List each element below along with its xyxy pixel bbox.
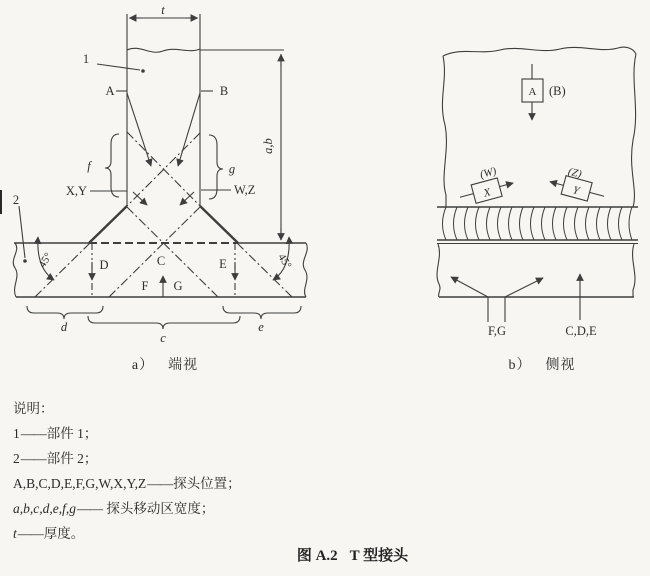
legend-symbol: a,b,c,d,e,f,g	[13, 501, 76, 516]
label-part2: 2	[12, 193, 20, 207]
part1-leader	[97, 64, 145, 73]
probes-wz-line	[180, 190, 231, 205]
label-probe-a-box: A	[528, 86, 537, 98]
part2-leader	[19, 206, 27, 263]
side-view-caption-prefix: b）	[508, 358, 532, 373]
legend-symbol: 2	[13, 451, 20, 466]
probe-b-beam	[178, 91, 213, 166]
label-t: t	[161, 3, 165, 17]
legend-text: 部件 1；	[46, 426, 98, 441]
legend-text: 厚度。	[43, 526, 85, 541]
legend-symbol: t	[13, 526, 17, 541]
label-dim-e: e	[258, 320, 264, 334]
figure-caption	[0, 544, 650, 565]
label-probe-z-paren: (Z)	[566, 165, 583, 181]
side-view-caption-text: 侧视	[545, 358, 576, 373]
probe-a-beam	[116, 91, 151, 166]
legend-text: 部件 2；	[46, 451, 98, 466]
label-probe-g: G	[173, 279, 183, 293]
end-view-caption-prefix: a）	[131, 358, 155, 373]
horizontal-plate	[13, 243, 307, 297]
legend-symbol: A,B,C,D,E,F,G,W,X,Y,Z	[13, 476, 147, 491]
legend	[13, 396, 241, 546]
end-view-caption	[105, 354, 225, 372]
legend-dash: ——	[17, 526, 43, 541]
end-view-diagram	[13, 14, 307, 329]
brace-c	[88, 316, 240, 329]
brace-f	[105, 134, 119, 197]
legend-item	[13, 446, 241, 471]
legend-dash: ——	[77, 501, 102, 516]
beam-centrelines	[35, 132, 292, 297]
fillet-welds	[89, 206, 238, 243]
label-dim-d: d	[60, 320, 68, 334]
brace-g	[209, 135, 223, 199]
brace-d	[27, 306, 103, 319]
legend-item	[13, 421, 241, 446]
vertical-plate	[127, 14, 200, 206]
label-probe-f: F	[141, 279, 149, 293]
legend-text: 探头位置；	[173, 476, 241, 491]
label-probes-xy: X,Y	[65, 184, 87, 198]
upper-plate	[442, 47, 636, 207]
label-dim-g: g	[228, 162, 236, 176]
scan-artifact	[0, 190, 2, 214]
end-view-labels	[13, 3, 294, 345]
legend-item	[13, 471, 241, 496]
legend-dash: ——	[147, 476, 173, 491]
label-probes-fg: F,G	[487, 324, 507, 338]
label-probe-a: A	[105, 84, 115, 98]
label-probe-b: B	[219, 84, 229, 98]
label-probe-x-box: X	[482, 186, 493, 200]
lower-plate	[437, 244, 635, 297]
figure-caption-number: 图 A.2	[296, 548, 338, 564]
probes-xy-line	[90, 191, 147, 205]
legend-dash: ——	[20, 451, 46, 466]
legend-symbol: 1	[13, 426, 20, 441]
end-view-caption-text: 端视	[168, 358, 199, 373]
label-probe-c: C	[156, 254, 166, 268]
label-probe-y-box: Y	[571, 184, 581, 198]
label-probe-d: D	[99, 258, 109, 272]
side-view-labels	[479, 84, 597, 338]
label-dim-f: f	[87, 159, 91, 173]
legend-item	[13, 496, 241, 521]
label-probes-cde: C,D,E	[565, 324, 597, 338]
weld-ripples	[443, 207, 633, 240]
legend-item	[13, 521, 241, 546]
legend-text: 探头移动区宽度；	[103, 501, 215, 516]
brace-e	[223, 306, 301, 319]
side-view-caption	[482, 354, 602, 372]
label-probe-e: E	[219, 257, 227, 271]
label-angle-left: 45°	[36, 250, 55, 271]
label-probes-wz: W,Z	[234, 183, 256, 197]
label-dim-ab: a,b	[261, 138, 275, 154]
figure-caption-title: T 型接头	[349, 548, 409, 564]
label-part1: 1	[82, 52, 90, 66]
legend-dash: ——	[20, 426, 46, 441]
label-dim-c: c	[160, 331, 166, 345]
weld-seam-band	[437, 207, 638, 244]
label-angle-right: 45°	[275, 251, 294, 272]
label-probe-b-paren: (B)	[549, 84, 566, 98]
probes-fg-leaders	[451, 277, 543, 322]
plate-top-wavy-edge	[127, 48, 200, 52]
side-view-diagram	[437, 47, 638, 322]
label-probe-w-paren: (W)	[478, 165, 498, 182]
legend-title: 说明：	[13, 401, 54, 416]
